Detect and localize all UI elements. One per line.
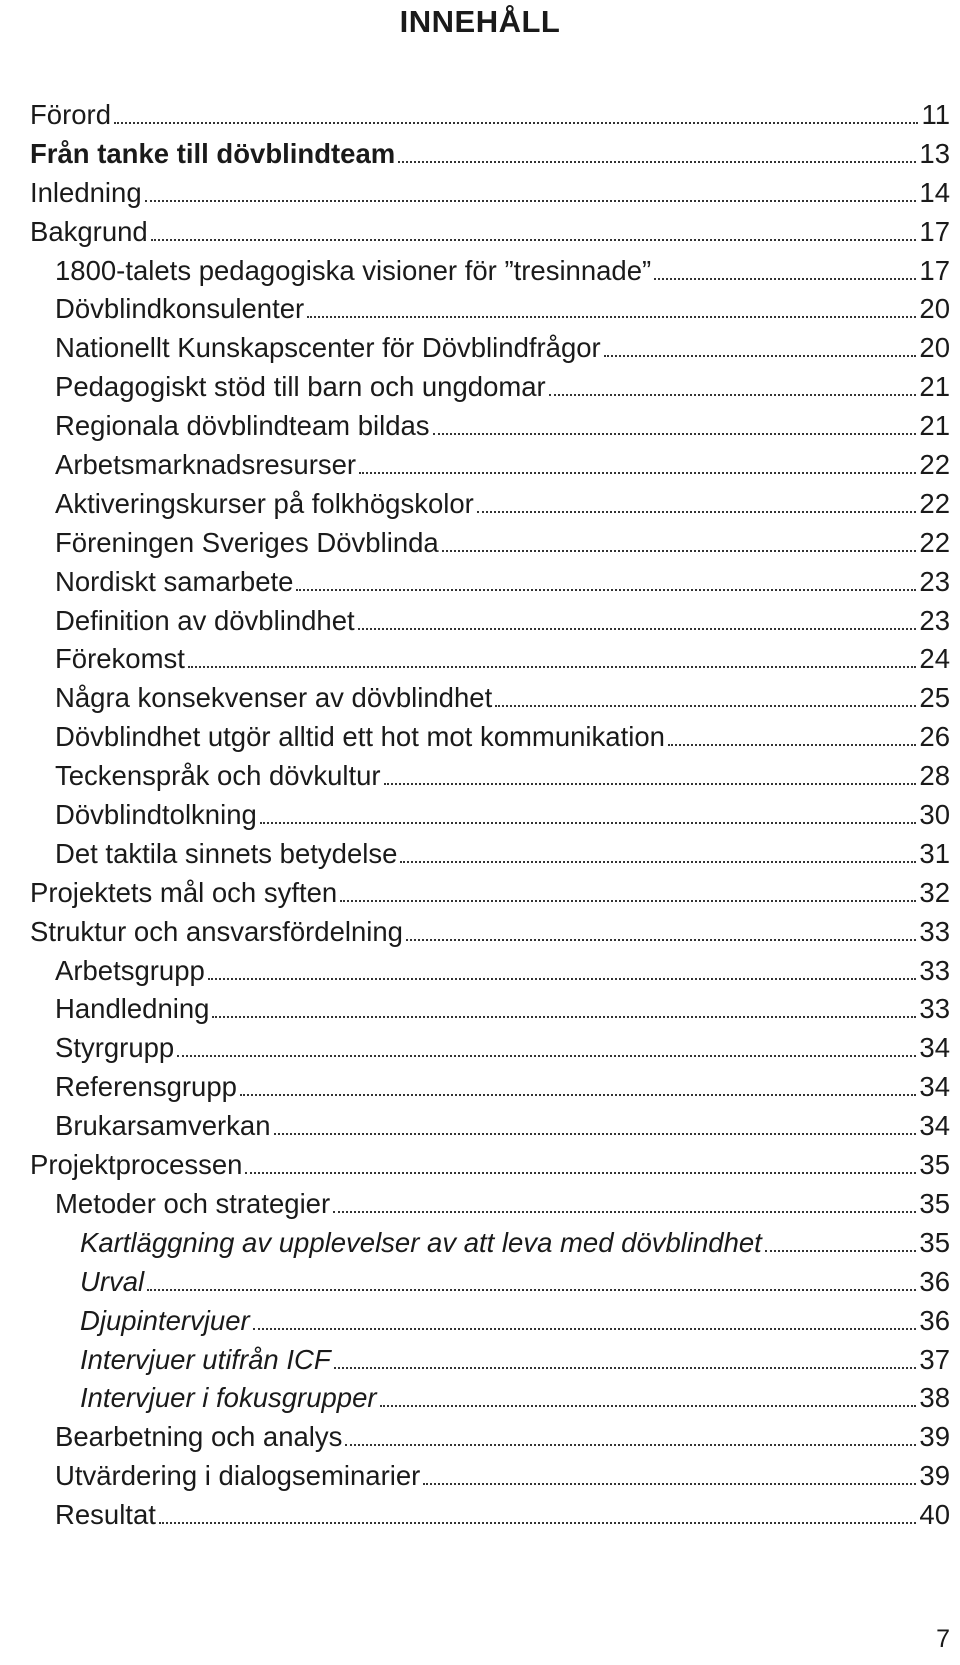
dot-leader — [177, 1055, 916, 1057]
toc-entry-label: Dövblindtolkning — [55, 799, 257, 831]
dot-leader — [208, 978, 917, 980]
toc-entry-page: 22 — [919, 449, 950, 481]
toc-entry[interactable] — [30, 1457, 950, 1496]
toc-entry-page: 25 — [919, 682, 950, 714]
toc-entry[interactable] — [30, 135, 950, 174]
toc-entry-label: Dövblindhet utgör alltid ett hot mot kommunikation — [55, 721, 665, 753]
toc-entry[interactable] — [30, 174, 950, 213]
toc-entry-page: 28 — [919, 760, 950, 792]
toc-entry-page: 34 — [919, 1071, 950, 1103]
toc-entry-page: 23 — [919, 565, 950, 597]
toc-entry-label: Brukarsamverkan — [55, 1110, 271, 1142]
toc-entry-label: Utvärdering i dialogseminarier — [55, 1460, 421, 1492]
toc-entry-label: Projektets mål och syften — [30, 876, 338, 908]
dot-leader — [159, 1522, 917, 1524]
toc-entry-label: Intervjuer i fokusgrupper — [80, 1382, 377, 1414]
dot-leader — [147, 1289, 916, 1291]
toc-entry[interactable] — [30, 679, 950, 718]
dot-leader — [253, 1328, 917, 1330]
toc-entry-page: 32 — [919, 876, 950, 908]
toc-entry-page: 33 — [919, 954, 950, 986]
dot-leader — [245, 1172, 916, 1174]
toc-entry[interactable] — [30, 1496, 950, 1535]
toc-entry-page: 30 — [919, 799, 950, 831]
toc-entry-label: Definition av dövblindhet — [55, 604, 355, 636]
toc-entry-label: Det taktila sinnets betydelse — [55, 837, 398, 869]
dot-leader — [433, 433, 917, 435]
dot-leader — [406, 939, 916, 941]
dot-leader — [442, 550, 917, 552]
toc-entry[interactable] — [30, 1224, 950, 1263]
toc-entry-label: Urval — [80, 1265, 145, 1297]
toc-entry-label: Aktiveringskurser på folkhögskolor — [55, 487, 474, 519]
dot-leader — [668, 744, 917, 746]
toc-entry-label: Projektprocessen — [30, 1149, 243, 1181]
toc-entry-label: Bearbetning och analys — [55, 1421, 343, 1453]
toc-entry-page: 23 — [919, 604, 950, 636]
toc-entry[interactable] — [30, 913, 950, 952]
toc-entry[interactable] — [30, 1185, 950, 1224]
page-number: 7 — [936, 1625, 950, 1653]
toc-entry-label: Inledning — [30, 176, 142, 208]
dot-leader — [240, 1094, 916, 1096]
toc-entry-page: 35 — [919, 1226, 950, 1258]
page-title: INNEHÅLL — [399, 4, 561, 39]
toc-entry[interactable] — [30, 796, 950, 835]
toc-entry[interactable] — [30, 602, 950, 641]
dot-leader — [604, 355, 917, 357]
toc-entry-label: Från tanke till dövblindteam — [30, 137, 396, 169]
toc-entry-page: 22 — [919, 526, 950, 558]
toc-entry-label: Intervjuer utifrån ICF — [80, 1343, 331, 1375]
toc-entry-page: 38 — [919, 1382, 950, 1414]
toc-entry[interactable] — [30, 757, 950, 796]
toc-entry-label: Förord — [30, 99, 111, 130]
toc-entry[interactable] — [30, 990, 950, 1029]
dot-leader — [307, 316, 916, 318]
toc-entry-page: 21 — [919, 371, 950, 403]
toc-entry-page: 33 — [919, 915, 950, 947]
toc-entry-page: 31 — [919, 837, 950, 869]
toc-entry[interactable] — [30, 213, 950, 252]
dot-leader — [765, 1250, 917, 1252]
toc-entry-label: Resultat — [55, 1499, 156, 1531]
toc-entry[interactable] — [30, 1379, 950, 1418]
toc-entry-page: 40 — [919, 1499, 950, 1531]
toc-entry-label: Styrgrupp — [55, 1032, 175, 1064]
toc-entry-label: Nordiskt samarbete — [55, 565, 294, 597]
toc-entry[interactable] — [30, 1302, 950, 1341]
toc-entry-page: 14 — [919, 176, 950, 208]
dot-leader — [384, 783, 917, 785]
toc-entry[interactable] — [30, 835, 950, 874]
dot-leader — [477, 511, 917, 513]
toc-entry[interactable] — [30, 1029, 950, 1068]
dot-leader — [334, 1367, 917, 1369]
toc-entry[interactable] — [30, 485, 950, 524]
toc-entry-page: 33 — [919, 993, 950, 1025]
toc-entry[interactable] — [30, 368, 950, 407]
dot-leader — [495, 705, 916, 707]
toc-entry-label: Teckenspråk och dövkultur — [55, 760, 381, 792]
toc-entry-page: 17 — [919, 254, 950, 286]
dot-leader — [549, 394, 917, 396]
dot-leader — [212, 1016, 916, 1018]
toc-entry-page: 34 — [919, 1032, 950, 1064]
toc-entry-page: 22 — [919, 487, 950, 519]
toc-entry-page: 35 — [919, 1149, 950, 1181]
toc-entry[interactable] — [30, 1107, 950, 1146]
dot-leader — [145, 200, 917, 202]
toc-entry-page: 34 — [919, 1110, 950, 1142]
toc-entry-page: 37 — [919, 1343, 950, 1375]
toc-entry[interactable] — [30, 524, 950, 563]
toc-entry-label: Förekomst — [55, 643, 185, 675]
dot-leader — [358, 628, 917, 630]
toc-entry-label: Arbetsgrupp — [55, 954, 205, 986]
toc-entry[interactable] — [30, 329, 950, 368]
toc-entry-label: Struktur och ansvarsfördelning — [30, 915, 403, 947]
toc-entry-label: Regionala dövblindteam bildas — [55, 410, 430, 442]
toc-entry[interactable] — [30, 952, 950, 991]
dot-leader — [333, 1211, 916, 1213]
dot-leader — [380, 1405, 917, 1407]
toc-entry-label: Nationellt Kunskapscenter för Dövblindfrågor — [55, 332, 601, 364]
toc-entry-page: 13 — [919, 137, 950, 169]
toc-entry-label: Arbetsmarknadsresurser — [55, 449, 357, 481]
toc-entry-page: 11 — [921, 99, 950, 130]
toc-entry-label: Djupintervjuer — [80, 1304, 250, 1336]
toc-entry-page: 17 — [919, 215, 950, 247]
toc-entry-page: 26 — [919, 721, 950, 753]
toc-entry-label: Dövblindkonsulenter — [55, 293, 305, 325]
toc-entry-page: 39 — [919, 1421, 950, 1453]
table-of-contents — [30, 96, 950, 1535]
toc-entry-label: Föreningen Sveriges Dövblinda — [55, 526, 439, 558]
toc-entry-page: 20 — [919, 332, 950, 364]
toc-entry[interactable] — [30, 96, 950, 135]
toc-entry-label: 1800-talets pedagogiska visioner för ”tresinnade” — [55, 254, 652, 286]
toc-entry[interactable] — [30, 1418, 950, 1457]
dot-leader — [400, 861, 916, 863]
toc-entry[interactable] — [30, 1146, 950, 1185]
toc-entry[interactable] — [30, 563, 950, 602]
dot-leader — [423, 1483, 916, 1485]
toc-entry[interactable] — [30, 1341, 950, 1380]
dot-leader — [188, 666, 917, 668]
toc-entry-label: Pedagogiskt stöd till barn och ungdomar — [55, 371, 546, 403]
dot-leader — [274, 1133, 917, 1135]
toc-entry[interactable] — [30, 640, 950, 679]
dot-leader — [296, 589, 916, 591]
toc-entry-label: Några konsekvenser av dövblindhet — [55, 682, 493, 714]
toc-entry[interactable] — [30, 718, 950, 757]
dot-leader — [398, 161, 916, 163]
dot-leader — [340, 900, 916, 902]
toc-entry[interactable] — [30, 1068, 950, 1107]
toc-entry[interactable] — [30, 874, 950, 913]
dot-leader — [151, 239, 917, 241]
toc-entry-label: Referensgrupp — [55, 1071, 237, 1103]
toc-entry[interactable] — [30, 252, 950, 291]
dot-leader — [654, 278, 916, 280]
toc-entry-page: 21 — [919, 410, 950, 442]
toc-entry[interactable] — [30, 1263, 950, 1302]
toc-entry-page: 36 — [919, 1265, 950, 1297]
toc-entry-page: 24 — [919, 643, 950, 675]
toc-entry-label: Bakgrund — [30, 215, 148, 247]
toc-entry[interactable] — [30, 290, 950, 329]
toc-entry[interactable] — [30, 446, 950, 485]
toc-entry-page: 20 — [919, 293, 950, 325]
toc-entry-page: 35 — [919, 1187, 950, 1219]
dot-leader — [260, 822, 917, 824]
toc-entry-page: 36 — [919, 1304, 950, 1336]
toc-entry-label: Metoder och strategier — [55, 1187, 331, 1219]
dot-leader — [114, 122, 918, 124]
dot-leader — [345, 1444, 916, 1446]
toc-entry-label: Handledning — [55, 993, 210, 1025]
dot-leader — [359, 472, 916, 474]
toc-entry-page: 39 — [919, 1460, 950, 1492]
toc-entry-label: Kartläggning av upplevelser av att leva med dövblindhet — [80, 1226, 762, 1258]
toc-entry[interactable] — [30, 407, 950, 446]
